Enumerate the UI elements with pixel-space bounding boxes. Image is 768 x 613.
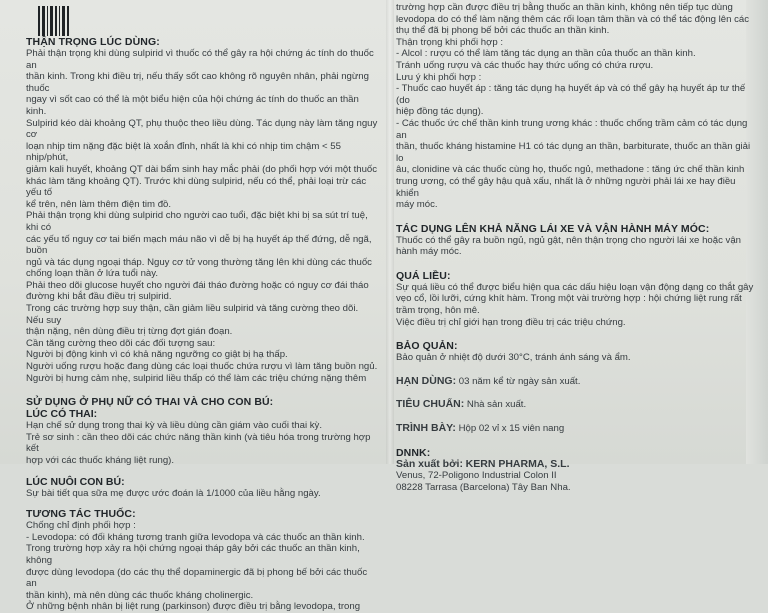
standard-heading: TIÊU CHUẨN: [396,398,465,411]
left-column [26,36,378,613]
warnings-heading: THẬN TRỌNG LÚC DÙNG: [26,36,160,48]
text-line: Người uống rượu hoặc đang dùng các loại thuốc chứa rượu vì làm tăng buồn ngủ. [26,361,378,373]
warnings-text [26,48,378,384]
text-line: hành máy móc. [396,246,462,258]
text-line: trung ương, có thể gây hậu quả xấu, nhất là ở những người phải lái xe hay điều khiển [396,175,736,199]
storage-text [396,352,758,364]
text-line: Trong trường hợp xảy ra hội chứng ngoại tháp gây bởi các thuốc an thần kinh, không [26,543,360,566]
text-line: Thuốc có thể gây ra buồn ngủ, ngủ gật, nên thận trọng cho người lái xe hoặc vận [396,234,742,246]
text-line: - Các thuốc ức chế thần kinh trung ương khác : thuốc chống trầm cảm có tác dụng an [396,117,748,141]
text-line: thần kinh. Trong khi điều trị, nếu thấy sốt cao không rõ nguyên nhân, phải ngừng thuốc [26,71,369,94]
text-line: Cần tăng cường theo dõi các đối tượng sau: [26,337,216,349]
text-line: thận nặng, nên dùng điều trị từng đợt gián đoạn. [26,326,233,338]
text-line: trường hợp cần được điều trị bằng thuốc an thần kinh, không nên tiếp tục dùng [396,2,733,13]
text-line: Chống chỉ định phối hợp : [26,520,136,532]
text-line: ngay vì sốt cao có thể là một biểu hiện của hội chứng ác tính do thuốc an thần kinh. [26,94,359,117]
text-line: đường khi bắt đầu điều trị sulpirid. [26,291,172,303]
interactions-heading: TƯƠNG TÁC THUỐC: [26,508,136,521]
page-fold [386,0,394,464]
text-line: kể trên, nên làm thêm điện tim đồ. [26,198,172,210]
interactions-continued-text [396,2,758,211]
driving-heading: TÁC DỤNG LÊN KHẢ NĂNG LÁI XE VÀ VẬN HÀNH MÁY MÓC: [396,222,710,235]
text-line: Người bị hưng cảm nhẹ, sulpirid liều thấp có thể làm các triệu chứng nặng thêm [26,372,367,384]
text-line: Bảo quản ở nhiệt độ dưới 30°C, tránh ánh sáng và ẩm. [396,352,631,364]
text-line: - Levodopa: có đối kháng tương tranh giữa levodopa và các thuốc an thần kinh. [26,531,365,543]
producer-label: Sản xuất bởi: [396,457,463,470]
storage-heading: BẢO QUẢN: [396,340,458,353]
presentation-text: Hộp 02 vỉ x 15 viên nang [458,423,565,435]
text-line: Sulpirid kéo dài khoảng QT, phụ thuộc theo liều dùng. Tác dụng này làm tăng nguy cơ [26,117,378,141]
standard-line [396,399,758,411]
expiry-line [396,376,758,388]
pregnancy-heading: SỬ DỤNG Ở PHỤ NỮ CÓ THAI VÀ CHO CON BÚ: [26,396,274,409]
text-line: thần kinh), mà nên dùng các thuốc kháng cholinergic. [26,589,254,601]
text-line: Sự bài tiết qua sữa mẹ được ước đoán là 1/1000 của liều hằng ngày. [26,487,321,499]
text-line: Phải thận trọng khi dùng sulpirid vì thuốc có thể gây ra hội chứng ác tính do thuốc an [26,48,374,71]
text-line: được dùng levodopa (do các thụ thể dopaminergic đã bị phong bế bởi các thuốc an [26,566,368,590]
text-line: thần, thuốc kháng histamine H1 có tác dụng an thần, barbiturate, thuốc an thần giải lo [396,141,751,164]
text-line: Phải theo dõi glucose huyết cho người đái tháo đường hoặc có nguy cơ đái tháo [26,279,369,291]
expiry-heading: HẠN DÙNG: [396,374,457,387]
presentation-line [396,423,758,435]
right-column [396,2,758,493]
text-line: máy móc. [396,199,438,211]
importer-heading: DNNK: [396,446,431,459]
barcode-graphic [38,6,72,36]
producer-name: KERN PHARMA, S.L. [465,457,570,470]
interactions-text [26,520,378,613]
text-line: Sự quá liều có thể được biểu hiện qua các dấu hiệu loạn vận động dạng co thắt gây [396,281,754,293]
text-line: giảm kali huyết, khoảng QT dài bẩm sinh hay mắc phải (do phối hợp với một thuốc [26,163,378,175]
text-line: hiệp đồng tác dụng). [396,106,484,118]
pregnancy-text [26,420,378,466]
overdose-text [396,282,758,328]
text-line: các yếu tố nguy cơ tai biến mạch máu não vì dễ bị hạ huyết áp thế đứng, dễ ngã, buồn [26,233,372,257]
breastfeeding-subheading: LÚC NUÔI CON BÚ: [26,475,125,488]
text-line: trầm trọng, hôn mê. [396,305,480,317]
text-line: Ở những bệnh nhân bị liệt rung (parkinson) được điều trị bằng levodopa, trong [26,601,361,613]
text-line: thụ thể đã bị phong bế bởi các thuốc an thần kinh. [396,25,610,37]
pregnancy-subheading: LÚC CÓ THAI: [26,408,98,421]
text-line: âu, clonidine và các thuốc cùng họ, thuốc ngủ, methadone : tăng ức chế thần kinh [396,164,745,176]
text-line: chống loạn thần ở lứa tuổi này. [26,268,159,280]
presentation-heading: TRÌNH BÀY: [396,422,456,435]
text-line: levodopa do có thể làm nặng thêm các rối loạn tâm thần và có thể tác động lên các [396,13,750,25]
text-line: Người bị động kinh vì có khả năng ngưỡng co giật bị hạ thấp. [26,349,288,361]
text-line: Hạn chế sử dụng trong thai kỳ và liều dùng cần giám vào cuối thai kỳ. [26,420,323,432]
text-line: khác làm tăng khoảng QT). Trước khi dùng sulpirid, nếu có thể, phải loại trừ các yếu tố [26,175,367,199]
standard-text: Nhà sản xuất. [466,399,527,411]
text-line: Venus, 72-Poligono Industrial Colon II [396,470,557,482]
text-line: Trong các trường hợp suy thận, cần giảm liều sulpirid và tăng cường theo dõi. Nếu suy [26,303,359,326]
text-line: Trẻ sơ sinh : cần theo dõi các chức năng thần kinh (và tiêu hóa trong trường hợp kết [26,431,371,455]
text-line: - Alcol : rượu có thể làm tăng tác dụng an thần của thuốc an thần kinh. [396,48,696,60]
text-line: Lưu ý khi phối hợp : [396,71,482,83]
text-line: Phải thận trọng khi dùng sulpirid cho người cao tuổi, đặc biệt khi bị sa sút trí tuệ, khi có [26,210,368,233]
producer-address [396,470,758,493]
text-line: hợp với các thuốc kháng liệt rung). [26,455,175,466]
text-line: Thận trọng khi phối hợp : [396,36,504,48]
text-line: 08228 Tarrasa (Barcelona) Tây Ban Nha. [396,481,571,493]
text-line: Việc điều trị chỉ giới hạn trong điều trị các triệu chứng. [396,316,626,328]
text-line: - Thuốc cao huyết áp : tăng tác dụng hạ huyết áp và có thể gây hạ huyết áp tư thế (do [396,83,746,106]
text-line: vẹo cổ, lồi lưỡi, cứng khít hàm. Trong một vài trường hợp : hội chứng liệt rung rất [396,293,742,305]
text-line: Tránh uống rượu và các thuốc hay thức uống có chứa rượu. [396,59,654,71]
expiry-text: 03 năm kể từ ngày sản xuất. [458,375,581,387]
producer-line [396,459,758,471]
breastfeeding-text [26,488,378,500]
text-line: ngủ và tác dụng ngoại tháp. Nguy cơ tử vong thường tăng lên khi dùng các thuốc [26,256,372,268]
driving-text [396,235,758,258]
text-line: loạn nhịp tim nặng đặc biệt là xoắn đỉnh, nhất là khi có nhịp tim chậm < 55 nhịp/phút, [26,140,341,164]
overdose-heading: QUÁ LIỀU: [396,269,451,282]
